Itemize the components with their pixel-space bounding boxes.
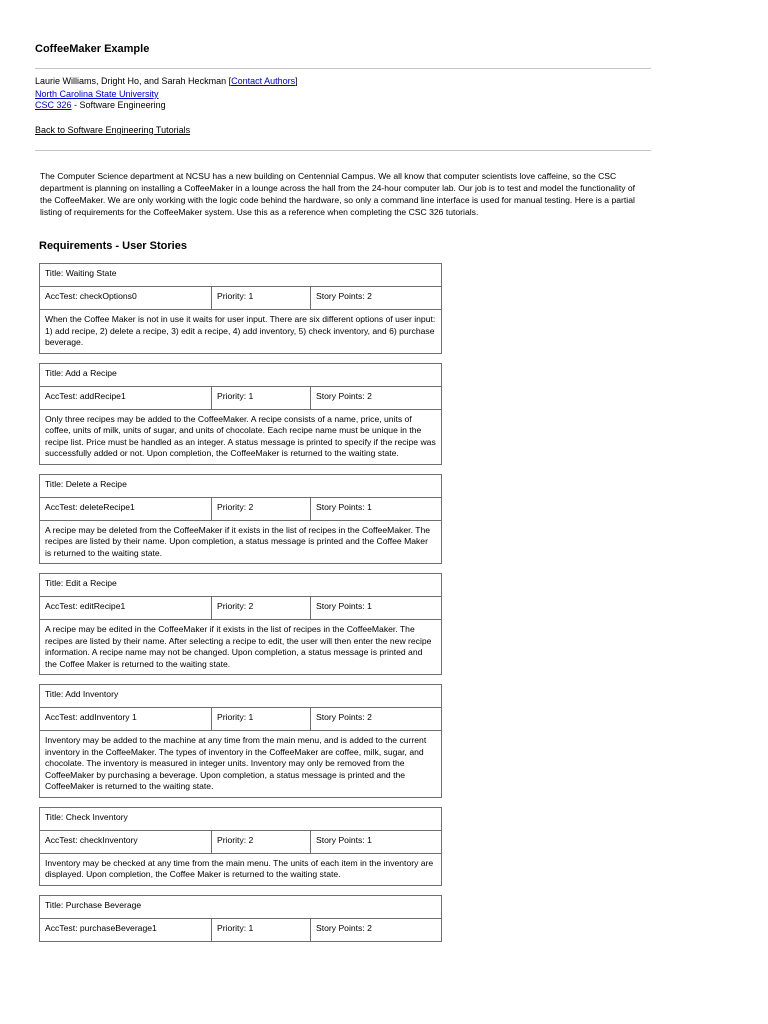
course-link[interactable]: CSC 326 (35, 100, 72, 110)
points-prefix: Story Points: (316, 601, 368, 611)
story-title-row (40, 807, 442, 830)
back-to-tutorials-link[interactable]: Back to Software Engineering Tutorials (35, 125, 191, 135)
points-prefix: Story Points: (316, 501, 368, 512)
user-story-table (39, 363, 442, 465)
acctest-cell (40, 597, 212, 620)
story-title: Delete a Recipe (65, 478, 127, 489)
acctest-prefix: AccTest: (45, 834, 80, 845)
story-title: Add Inventory (65, 689, 119, 699)
points-prefix: Story Points: (316, 922, 368, 933)
user-story-table (39, 895, 442, 942)
story-title-row (40, 895, 442, 918)
story-title-row (40, 685, 442, 708)
priority-value: 2 (248, 601, 254, 611)
story-points-value: 2 (367, 922, 372, 933)
story-points-value: 2 (367, 291, 372, 301)
story-title-cell (40, 807, 442, 830)
story-description-row (40, 853, 442, 885)
acctest-cell (40, 708, 212, 731)
acctest-prefix: AccTest: (45, 390, 80, 401)
story-points-cell (311, 918, 442, 941)
back-link-line (35, 124, 190, 136)
story-description-row (40, 731, 442, 798)
priority-value: 2 (248, 834, 254, 845)
priority-cell (212, 287, 311, 310)
story-points-cell (311, 830, 442, 853)
story-title-row (40, 264, 442, 287)
points-prefix: Story Points: (316, 834, 368, 845)
acctest-cell (40, 918, 212, 941)
priority-cell (212, 830, 311, 853)
story-points-cell (311, 708, 442, 731)
acctest-cell (40, 830, 212, 853)
section-heading: Requirements - User Stories (39, 240, 187, 252)
priority-prefix: Priority: (217, 390, 249, 401)
acctest-cell (40, 386, 212, 409)
user-story-table (39, 474, 442, 565)
story-title-cell (40, 264, 442, 287)
story-title: Waiting State (65, 268, 117, 278)
story-points-cell (311, 287, 442, 310)
priority-cell (212, 386, 311, 409)
acctest-value: addInventory 1 (79, 712, 137, 722)
course-suffix: - Software Engineering (71, 100, 166, 110)
story-meta-row (40, 497, 442, 520)
priority-prefix: Priority: (217, 601, 249, 611)
story-title-row (40, 574, 442, 597)
acctest-value: addRecipe1 (79, 390, 126, 401)
story-title: Add a Recipe (65, 367, 117, 378)
story-title: Check Inventory (65, 811, 128, 822)
acctest-prefix: AccTest: (45, 501, 80, 512)
story-points-value: 1 (367, 601, 372, 611)
story-meta-row (40, 386, 442, 409)
acctest-cell (40, 287, 212, 310)
points-prefix: Story Points: (316, 712, 368, 722)
story-description: A recipe may be deleted from the CoffeeMaker if it exists in the list of recipes in the CoffeeMaker. The recipes are listed by their name. Upon completion, a status message is printed and the Coffee Maker is returned to the waiting state. (40, 520, 442, 564)
priority-value: 1 (248, 922, 254, 933)
story-points-cell (311, 386, 442, 409)
priority-prefix: Priority: (217, 501, 249, 512)
author-names: Laurie Williams, Dright Ho, and Sarah Heckman (35, 76, 227, 86)
story-description: A recipe may be edited in the CoffeeMaker if it exists in the list of recipes in the CoffeeMaker. The recipes are listed by their name. After selecting a recipe to edit, the user will then enter the new recipe information. A recipe name may not be changed. Upon completion, a status message is printed and the Coffee Maker is returned to the waiting state. (40, 620, 442, 675)
bracket-open: [ (228, 76, 232, 86)
story-meta-row (40, 918, 442, 941)
acctest-prefix: AccTest: (45, 922, 80, 933)
user-story-table (39, 684, 442, 798)
bracket-close: ] (295, 76, 298, 86)
acctest-value: deleteRecipe1 (79, 501, 135, 512)
priority-prefix: Priority: (217, 922, 249, 933)
story-title-row (40, 474, 442, 497)
acctest-value: purchaseBeverage1 (79, 922, 157, 933)
acctest-prefix: AccTest: (45, 712, 80, 722)
story-description: When the Coffee Maker is not in use it waits for user input. There are six different options of user input: 1) add recipe, 2) delete a recipe, 3) edit a recipe, 4) add inventory, 5) check inventory, and 6) purchase beverage. (40, 310, 442, 354)
story-points-value: 2 (367, 390, 372, 401)
story-points-cell (311, 597, 442, 620)
story-points-value: 2 (367, 712, 372, 722)
priority-cell (212, 497, 311, 520)
title-prefix: Title: (45, 367, 66, 378)
university-link[interactable]: North Carolina State University (35, 89, 159, 99)
story-title: Purchase Beverage (65, 899, 142, 910)
priority-prefix: Priority: (217, 291, 249, 301)
title-prefix: Title: (45, 578, 66, 588)
story-meta-row (40, 708, 442, 731)
story-title-cell (40, 895, 442, 918)
priority-cell (212, 597, 311, 620)
page-title: CoffeeMaker Example (35, 43, 150, 55)
priority-value: 1 (248, 712, 254, 722)
story-description: Inventory may be checked at any time from the main menu. The units of each item in the inventory are displayed. Upon completion, the Coffee Maker is returned to the waiting state. (40, 853, 442, 885)
course-line (35, 99, 166, 111)
story-points-value: 1 (367, 834, 372, 845)
story-title-cell (40, 363, 442, 386)
authors-line (35, 75, 298, 87)
acctest-cell (40, 497, 212, 520)
story-meta-row (40, 830, 442, 853)
story-title-cell (40, 474, 442, 497)
points-prefix: Story Points: (316, 291, 368, 301)
user-stories-list (39, 263, 441, 951)
intro-paragraph: The Computer Science department at NCSU has a new building on Centennial Campus. We all know that computer scientists love caffeine, so the CSC department is planning on installing a CoffeeMaker in a lounge across the hall from the 24-hour computer lab. Our job is to test and model the functionality of the CoffeeMaker. We are only working with the logic code behind the hardware, so only a command line interface is used for manual testing. Here is a partial listing of requirements for the CoffeeMaker system. Use this as a reference when completing the CSC 326 tutorials. (40, 171, 636, 217)
points-prefix: Story Points: (316, 390, 368, 401)
story-meta-row (40, 287, 442, 310)
priority-cell (212, 708, 311, 731)
title-prefix: Title: (45, 478, 66, 489)
title-prefix: Title: (45, 811, 66, 822)
user-story-table (39, 573, 442, 675)
priority-value: 2 (248, 501, 254, 512)
contact-authors-link[interactable]: Contact Authors (231, 76, 296, 86)
story-description-row (40, 620, 442, 675)
story-points-cell (311, 497, 442, 520)
acctest-prefix: AccTest: (45, 601, 80, 611)
story-description-row (40, 409, 442, 464)
story-meta-row (40, 597, 442, 620)
priority-prefix: Priority: (217, 712, 249, 722)
story-title-cell (40, 574, 442, 597)
title-prefix: Title: (45, 899, 66, 910)
divider (35, 68, 651, 69)
title-prefix: Title: (45, 268, 66, 278)
title-prefix: Title: (45, 689, 66, 699)
priority-cell (212, 918, 311, 941)
story-points-value: 1 (367, 501, 372, 512)
acctest-prefix: AccTest: (45, 291, 80, 301)
priority-value: 1 (248, 291, 254, 301)
priority-value: 1 (248, 390, 254, 401)
user-story-table (39, 807, 442, 886)
story-description-row (40, 520, 442, 564)
story-description: Inventory may be added to the machine at any time from the main menu, and is added to the current inventory in the CoffeeMaker. The types of inventory in the CoffeeMaker are coffee, milk, sugar, and chocolate. The inventory is measured in integer units. Inventory may only be removed from the CoffeeMaker by purchasing a beverage. Upon completion, a status message is printed and the CoffeeMaker is returned to the waiting state. (40, 731, 442, 798)
acctest-value: checkInventory (79, 834, 138, 845)
user-story-table (39, 263, 442, 354)
divider (35, 150, 651, 151)
story-description: Only three recipes may be added to the CoffeeMaker. A recipe consists of a name, price, units of coffee, units of milk, units of sugar, and units of chocolate. Each recipe name must be unique in the recipe list. Price must be handled as an integer. A status message is printed to specify if the recipe was successfully added or not. Upon completion, the CoffeeMaker is returned to the waiting state. (40, 409, 442, 464)
story-title-row (40, 363, 442, 386)
story-title: Edit a Recipe (65, 578, 117, 588)
priority-prefix: Priority: (217, 834, 249, 845)
story-description-row (40, 310, 442, 354)
acctest-value: checkOptions0 (79, 291, 137, 301)
story-title-cell (40, 685, 442, 708)
acctest-value: editRecipe1 (79, 601, 126, 611)
